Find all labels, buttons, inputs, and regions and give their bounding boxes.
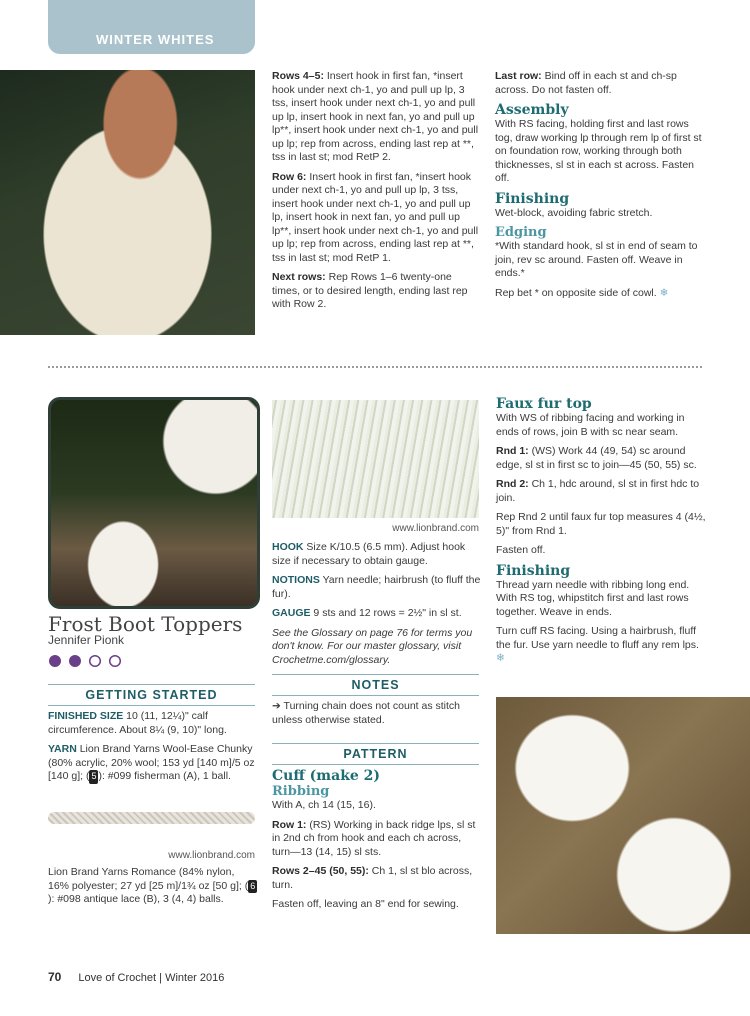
finishing-text: Thread yarn needle with ribbing long end. With RS tog, whipstitch first and last rows together. Weave in ends. <box>496 578 690 618</box>
pattern-body <box>272 768 482 912</box>
fasten-off-text: Fasten off. <box>496 544 546 556</box>
gauge-paragraph: GAUGE 9 sts and 12 rows = 2½" in sl st. <box>272 607 462 619</box>
rnd-2-paragraph: Rnd 2: Ch 1, hdc around, sl st in first hdc to join. <box>496 478 700 504</box>
yarn-paragraph: YARN Lion Brand Yarns Wool-Ease Chunky (80% acrylic, 20% wool; 153 yd [140 m]/5 oz [140 g]; ( 5 ): #099 fisherman (A), 1 ball. <box>48 743 255 782</box>
yarn-weight-badge: 5 <box>89 770 98 784</box>
skill-level <box>48 654 148 673</box>
section-tab <box>48 0 255 54</box>
cuff-heading: Cuff (make 2) <box>272 768 381 784</box>
getting-started-heading: GETTING STARTED <box>85 688 218 702</box>
assembly-heading: Assembly <box>495 102 569 118</box>
rep-rnd-2-text: Rep Rnd 2 until faux fur top measures 4 (4½, 5)" from Rnd 1. <box>496 511 706 537</box>
edging-heading: Edging <box>495 225 547 240</box>
page-footer <box>48 970 224 984</box>
row-1-paragraph: Row 1: (RS) Working in back ridge lps, sl st in 2nd ch from hook and each ch across, turn—13 (14, 15) sl sts. <box>272 818 476 858</box>
designer-name: Jennifer Pionk <box>48 633 125 647</box>
notes-paragraph: ➔ Turning chain does not count as stitch unless otherwise stated. <box>272 700 461 726</box>
next-rows-paragraph: Next rows: Rep Rows 1–6 twenty-one times, or to desired length, ending last rep with Row 2. <box>272 271 468 310</box>
turn-cuff-paragraph: Turn cuff RS facing. Using a hairbrush, fluff the fur. Use yarn needle to fluff any rem lps. ❄ <box>496 625 699 664</box>
yarn-b-paragraph-wrap <box>48 866 258 907</box>
snowflake-icon: ❄ <box>659 286 669 299</box>
faux-fur-text: With WS of ribbing facing and working in ends of rows, join B with sc near seam. <box>496 412 685 438</box>
finishing-heading: Finishing <box>496 562 571 579</box>
finishing-heading: Finishing <box>495 190 570 207</box>
skill-flower-icon <box>69 655 81 667</box>
skill-flower-icon <box>110 656 121 667</box>
top-column-1 <box>272 70 480 312</box>
skill-level-icons <box>48 654 132 668</box>
photo-credit: www.lionbrand.com <box>392 523 479 534</box>
yarn-swatch-photo <box>48 812 255 824</box>
pattern-heading: PATTERN <box>343 747 408 761</box>
notions-paragraph: NOTIONS Yarn needle; hairbrush (to fluff the fur). <box>272 574 481 600</box>
boot-toppers-photo <box>48 397 260 609</box>
issue-name: Winter 2016 <box>165 972 225 984</box>
faux-fur-heading: Faux fur top <box>496 396 592 412</box>
cowl-photo <box>0 70 255 335</box>
section-tab-label: WINTER WHITES <box>96 32 215 47</box>
last-row-paragraph: Last row: Bind off in each st and ch-sp across. Do not fasten off. <box>495 70 677 96</box>
skill-flower-icon <box>90 656 101 667</box>
assembly-text: With RS facing, holding first and last rows tog, draw working lp through rem lp of first st on foundation row, working through both thicknesses, sl st in each st across. Fasten off. <box>495 118 702 184</box>
rep-paragraph: Rep bet * on opposite side of cowl. ❄ <box>495 286 669 299</box>
ribbing-heading: Ribbing <box>272 784 330 799</box>
getting-started-banner <box>48 684 255 706</box>
getting-started-body <box>48 710 258 784</box>
row-6-paragraph: Row 6: Insert hook in first fan, *insert hook under next ch-1, yo and pull up lp, 3 tss, insert hook under next ch-1, yo and pull up lp, insert hook in next fan, yo and pull up lp**, insert hook under next ch-1, yo and pull up lp; rep from across, ending last rep at **, tss in last st; mod RetP 1. <box>272 170 479 264</box>
hook-paragraph: HOOK Size K/10.5 (6.5 mm). Adjust hook size if necessary to obtain gauge. <box>272 541 466 567</box>
top-column-2 <box>495 70 705 300</box>
notes-heading: NOTES <box>351 678 400 692</box>
materials-body <box>272 541 482 667</box>
fasten-off-text: Fasten off, leaving an 8" end for sewing. <box>272 898 459 910</box>
rnd-1-paragraph: Rnd 1: (WS) Work 44 (49, 54) sc around edge, sl st in first sc to join—45 (50, 55) sc. <box>496 445 697 471</box>
notes-body <box>272 700 482 727</box>
photo-credit: www.lionbrand.com <box>168 850 255 861</box>
yarn-b-paragraph: Lion Brand Yarns Romance (84% nylon, 16% polyester; 27 yd [25 m]/1¾ oz [50 g]; ( 6): #098 antique lace (B), 3 (4, 4) balls. <box>48 866 256 905</box>
pattern-title: Frost Boot Toppers <box>48 612 243 636</box>
page-number: 70 <box>48 970 62 984</box>
pattern-banner <box>272 743 479 765</box>
faux-fur-yarn-photo <box>272 400 479 518</box>
finished-size-paragraph: FINISHED SIZE 10 (11, 12¼)" calf circumference. About 8¼ (9, 10)" long. <box>48 710 227 736</box>
snowflake-icon: ❄ <box>496 652 505 664</box>
rows-2-45-paragraph: Rows 2–45 (50, 55): Ch 1, sl st blo across, turn. <box>272 865 473 891</box>
skill-flower-icon <box>49 655 61 667</box>
yarn-weight-badge: 6 <box>248 880 257 894</box>
magazine-name: Love of Crochet <box>78 972 157 984</box>
section-divider <box>48 366 702 368</box>
notes-banner <box>272 674 479 696</box>
faux-fur-body <box>496 396 706 666</box>
finished-cuffs-photo <box>496 697 750 934</box>
glossary-note: See the Glossary on page 76 for terms you don't know. For our master glossary, visit Crochetme.com/glossary. <box>272 626 473 666</box>
ribbing-text: With A, ch 14 (15, 16). <box>272 799 376 811</box>
arrow-right-icon: ➔ <box>272 700 281 712</box>
rows-4-5-paragraph: Rows 4–5: Insert hook in first fan, *insert hook under next ch-1, yo and pull up lp, 3 tss, insert hook under next ch-1, yo and pull up lp, insert hook in next fan, yo and pull up lp**, insert hook under next ch-1, yo and pull up lp; rep from across, ending last rep at **, tss in last st; mod RetP 2. <box>272 70 479 163</box>
edging-text: *With standard hook, sl st in end of seam to join, rev sc around. Fasten off. Weave in ends.* <box>495 240 698 279</box>
finishing-text: Wet-block, avoiding fabric stretch. <box>495 206 653 219</box>
footer-separator: | <box>159 972 162 984</box>
